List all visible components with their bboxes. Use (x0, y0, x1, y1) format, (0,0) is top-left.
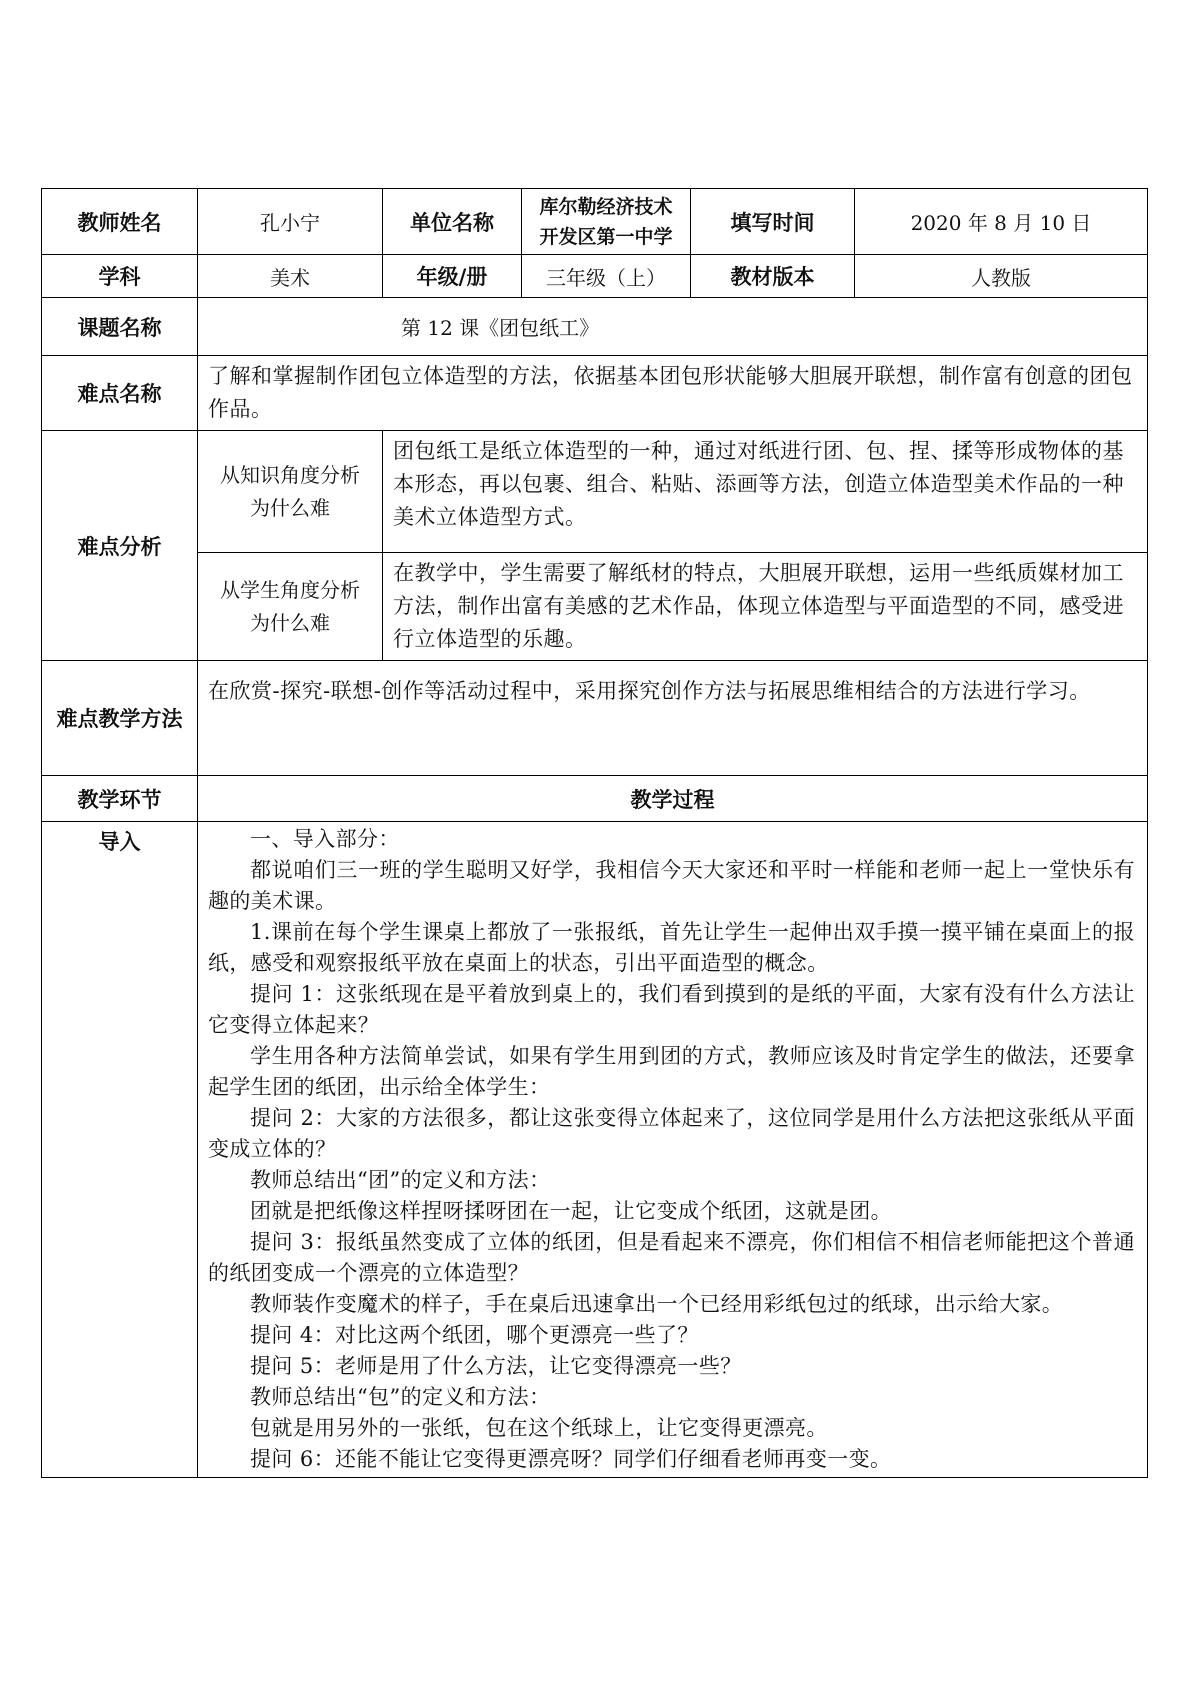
method-value: 在欣赏-探究-联想-创作等活动过程中，采用探究创作方法与拓展思维相结合的方法进行学习。 (198, 661, 1148, 776)
course-row (42, 255, 1148, 298)
process-paragraph: 包就是用另外的一张纸，包在这个纸球上，让它变得更漂亮。 (250, 1416, 828, 1440)
process-paragraph: 1.课前在每个学生课桌上都放了一张报纸，首先让学生一起伸出双手摸一摸平铺在桌面上的报纸，感受和观察报纸平放在桌面上的状态，引出平面造型的概念。 (208, 920, 1135, 975)
process-paragraph: 团就是把纸像这样捏呀揉呀团在一起，让它变成个纸团，这就是团。 (250, 1199, 892, 1223)
analysis-student-row (42, 553, 1148, 661)
header-row (42, 189, 1148, 255)
unit-name-line1: 库尔勒经济技术 (539, 195, 673, 218)
intro-process-content (198, 822, 1148, 1478)
edition-label: 教材版本 (691, 255, 855, 298)
process-paragraph: 教师总结出“包”的定义和方法： (250, 1385, 551, 1409)
difficulty-value: 了解和掌握制作团包立体造型的方法，依据基本团包形状能够大胆展开联想，制作富有创意的团包作品。 (198, 356, 1148, 431)
unit-name-label: 单位名称 (383, 189, 522, 255)
unit-name-value (522, 189, 691, 255)
topic-value: 第 12 课《团包纸工》 (198, 298, 1148, 356)
teacher-name-value: 孔小宁 (198, 189, 383, 255)
grade-label: 年级/册 (383, 255, 522, 298)
difficulty-row (42, 356, 1148, 431)
lesson-plan-table (41, 188, 1148, 1478)
grade-value: 三年级（上） (522, 255, 691, 298)
edition-value: 人教版 (855, 255, 1148, 298)
process-paragraph: 提问 1：这张纸现在是平着放到桌上的，我们看到摸到的是纸的平面，大家有没有什么方法让它变得立体起来？ (208, 982, 1135, 1037)
method-row (42, 661, 1148, 776)
process-paragraph: 提问 5：老师是用了什么方法，让它变得漂亮一些？ (250, 1354, 742, 1378)
date-value: 2020 年 8 月 10 日 (855, 189, 1148, 255)
process-paragraph: 提问 6：还能不能让它变得更漂亮呀？同学们仔细看老师再变一变。 (250, 1447, 892, 1471)
topic-row (42, 298, 1148, 356)
difficulty-label: 难点名称 (42, 356, 198, 431)
method-label: 难点教学方法 (42, 661, 198, 776)
knowledge-question (198, 431, 383, 553)
process-intro-row (42, 822, 1148, 1478)
analysis-knowledge-row (42, 431, 1148, 553)
process-paragraph: 提问 3：报纸虽然变成了立体的纸团，但是看起来不漂亮，你们相信不相信老师能把这个普通的纸团变成一个漂亮的立体造型？ (208, 1230, 1135, 1285)
process-paragraph: 教师装作变魔术的样子，手在桌后迅速拿出一个已经用彩纸包过的纸球，出示给大家。 (250, 1292, 1064, 1316)
subject-value: 美术 (198, 255, 383, 298)
student-question-line1: 从学生角度分析 (220, 577, 360, 602)
unit-name-line2: 开发区第一中学 (539, 225, 673, 248)
process-paragraph: 学生用各种方法简单尝试，如果有学生用到团的方式，教师应该及时肯定学生的做法，还要拿起学生团的纸团，出示给全体学生： (208, 1044, 1135, 1099)
subject-label: 学科 (42, 255, 198, 298)
topic-label: 课题名称 (42, 298, 198, 356)
process-paragraph: 一、导入部分： (250, 827, 400, 851)
process-paragraph: 提问 2：大家的方法很多，都让这张变得立体起来了，这位同学是用什么方法把这张纸从平面变成立体的？ (208, 1106, 1135, 1161)
analysis-label: 难点分析 (42, 431, 198, 661)
stage-header: 教学环节 (42, 776, 198, 822)
process-paragraph: 教师总结出“团”的定义和方法： (250, 1168, 551, 1192)
student-question (198, 553, 383, 661)
teacher-name-label: 教师姓名 (42, 189, 198, 255)
knowledge-answer: 团包纸工是纸立体造型的一种，通过对纸进行团、包、捏、揉等形成物体的基本形态，再以包裹、组合、粘贴、添画等方法，创造立体造型美术作品的一种美术立体造型方式。 (383, 431, 1148, 553)
student-question-line2: 为什么难 (250, 610, 330, 635)
student-answer: 在教学中，学生需要了解纸材的特点，大胆展开联想，运用一些纸质媒材加工方法，制作出富有美感的艺术作品，体现立体造型与平面造型的不同，感受进行立体造型的乐趣。 (383, 553, 1148, 661)
knowledge-question-line1: 从知识角度分析 (220, 462, 360, 487)
process-header-row (42, 776, 1148, 822)
process-paragraph: 提问 4：对比这两个纸团，哪个更漂亮一些了？ (250, 1323, 699, 1347)
knowledge-question-line2: 为什么难 (250, 495, 330, 520)
process-header: 教学过程 (198, 776, 1148, 822)
intro-stage-label: 导入 (42, 822, 198, 1478)
process-paragraph: 都说咱们三一班的学生聪明又好学，我相信今天大家还和平时一样能和老师一起上一堂快乐有趣的美术课。 (208, 858, 1135, 913)
date-label: 填写时间 (691, 189, 855, 255)
